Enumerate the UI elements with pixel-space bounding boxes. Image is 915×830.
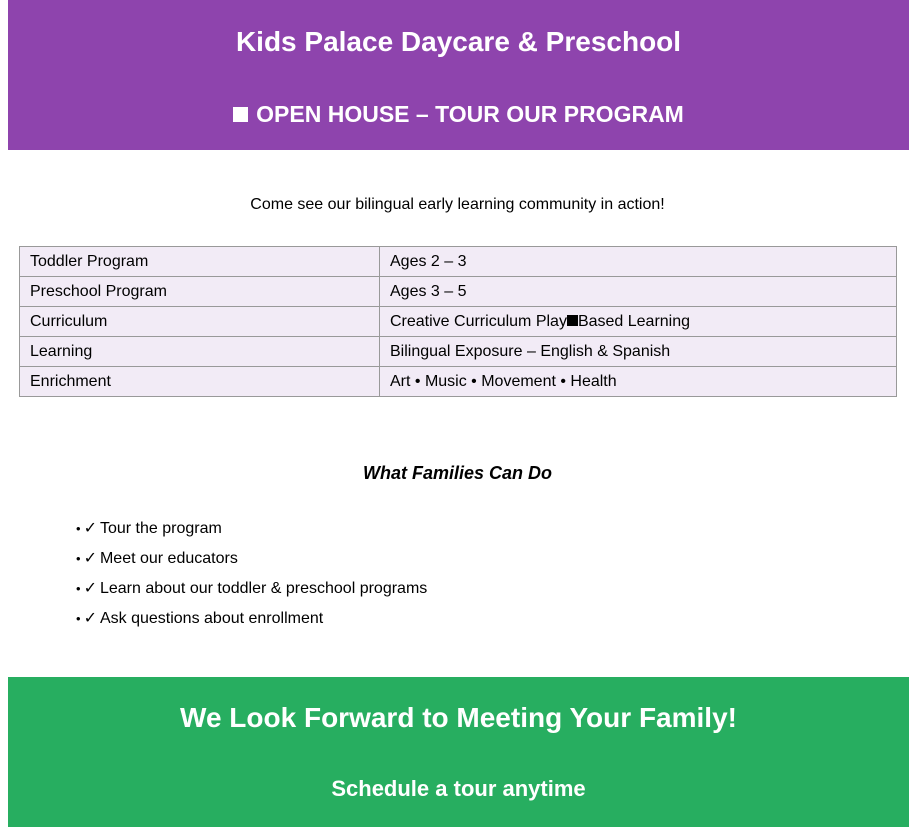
event-subtitle xyxy=(8,99,909,129)
list-item-text: Tour the program xyxy=(99,520,222,537)
row-value-part: Based Learning xyxy=(577,313,691,330)
list-item xyxy=(76,608,427,638)
program-table xyxy=(19,246,897,397)
list-item-text: Meet our educators xyxy=(99,550,238,567)
row-value: Ages 3 – 5 xyxy=(380,277,897,307)
bullet-icon: • xyxy=(76,611,81,626)
footer-subtitle: Schedule a tour anytime xyxy=(331,776,586,801)
list-item-text: Ask questions about enrollment xyxy=(99,610,324,627)
footer-title: We Look Forward to Meeting Your Family! xyxy=(180,702,737,733)
table-row xyxy=(20,277,897,307)
check-icon: ✓ xyxy=(83,550,97,567)
square-icon xyxy=(567,315,578,326)
row-value: Ages 2 – 3 xyxy=(380,247,897,277)
row-label: Preschool Program xyxy=(20,277,380,307)
row-value-part: Creative Curriculum Play xyxy=(390,313,567,330)
footer-banner xyxy=(8,677,909,827)
list-item xyxy=(76,518,427,548)
table-row xyxy=(20,337,897,367)
section-title: What Families Can Do xyxy=(362,463,553,483)
row-value xyxy=(380,307,897,337)
row-label: Enrichment xyxy=(20,367,380,397)
check-icon: ✓ xyxy=(83,520,97,537)
square-icon xyxy=(233,107,248,122)
event-subtitle-text: OPEN HOUSE – TOUR OUR PROGRAM xyxy=(256,101,684,127)
header-banner xyxy=(8,0,909,150)
page-title: Kids Palace Daycare & Preschool xyxy=(235,26,682,57)
list-item-text: Learn about our toddler & preschool programs xyxy=(99,580,428,597)
list-item xyxy=(76,548,427,578)
check-icon: ✓ xyxy=(83,580,97,597)
bullet-icon: • xyxy=(76,521,81,536)
row-label: Toddler Program xyxy=(20,247,380,277)
row-value: Bilingual Exposure – English & Spanish xyxy=(380,337,897,367)
table-row xyxy=(20,247,897,277)
row-label: Learning xyxy=(20,337,380,367)
table-row xyxy=(20,307,897,337)
bullet-icon: • xyxy=(76,551,81,566)
row-value: Art • Music • Movement • Health xyxy=(380,367,897,397)
intro-text: Come see our bilingual early learning community in action! xyxy=(250,196,665,213)
activity-list xyxy=(76,518,427,638)
check-icon: ✓ xyxy=(83,610,97,627)
table-row xyxy=(20,367,897,397)
bullet-icon: • xyxy=(76,581,81,596)
row-label: Curriculum xyxy=(20,307,380,337)
list-item xyxy=(76,578,427,608)
